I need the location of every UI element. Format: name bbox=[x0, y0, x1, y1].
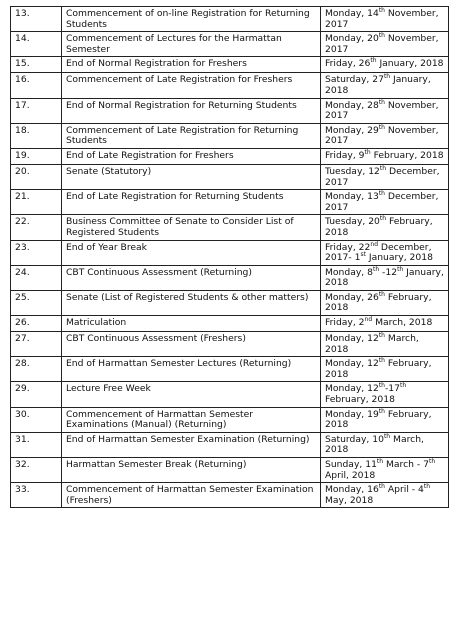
row-event: End of Late Registration for Freshers bbox=[62, 148, 321, 164]
row-event: End of Harmattan Semester Lectures (Returning) bbox=[62, 357, 321, 382]
table-row bbox=[11, 123, 449, 148]
row-date: Monday, 16th April - 4th May, 2018 bbox=[321, 483, 449, 508]
table-row bbox=[11, 240, 449, 265]
table-row bbox=[11, 148, 449, 164]
row-number: 19. bbox=[11, 148, 62, 164]
table-row bbox=[11, 265, 449, 290]
row-event: Senate (List of Registered Students & other matters) bbox=[62, 290, 321, 315]
row-date: Monday, 8th -12th January, 2018 bbox=[321, 265, 449, 290]
table-row bbox=[11, 98, 449, 123]
row-event: Business Committee of Senate to Consider List of Registered Students bbox=[62, 215, 321, 240]
row-number: 21. bbox=[11, 190, 62, 215]
row-event: End of Normal Registration for Returning Students bbox=[62, 98, 321, 123]
row-number: 14. bbox=[11, 32, 62, 57]
table-row bbox=[11, 316, 449, 332]
row-date: Monday, 13th December, 2017 bbox=[321, 190, 449, 215]
row-date: Tuesday, 12th December, 2017 bbox=[321, 164, 449, 189]
row-date: Monday, 19th February, 2018 bbox=[321, 407, 449, 432]
table-row bbox=[11, 164, 449, 189]
table-row bbox=[11, 458, 449, 483]
row-number: 24. bbox=[11, 265, 62, 290]
table-row bbox=[11, 290, 449, 315]
row-number: 33. bbox=[11, 483, 62, 508]
row-date: Tuesday, 20th February, 2018 bbox=[321, 215, 449, 240]
row-event: End of Year Break bbox=[62, 240, 321, 265]
row-event: Commencement of Late Registration for Returning Students bbox=[62, 123, 321, 148]
row-number: 25. bbox=[11, 290, 62, 315]
row-event: CBT Continuous Assessment (Returning) bbox=[62, 265, 321, 290]
row-date: Monday, 12th February, 2018 bbox=[321, 357, 449, 382]
row-date: Monday, 12th March, 2018 bbox=[321, 332, 449, 357]
table-row bbox=[11, 7, 449, 32]
row-number: 17. bbox=[11, 98, 62, 123]
row-number: 22. bbox=[11, 215, 62, 240]
row-date: Monday, 20th November, 2017 bbox=[321, 32, 449, 57]
table-row bbox=[11, 483, 449, 508]
row-number: 16. bbox=[11, 73, 62, 98]
row-event: End of Harmattan Semester Examination (Returning) bbox=[62, 432, 321, 457]
row-date: Monday, 14th November, 2017 bbox=[321, 7, 449, 32]
row-number: 29. bbox=[11, 382, 62, 407]
row-event: Commencement of Harmattan Semester Examinations (Manual) (Returning) bbox=[62, 407, 321, 432]
table-row bbox=[11, 57, 449, 73]
row-event: Commencement of Harmattan Semester Examination (Freshers) bbox=[62, 483, 321, 508]
row-event: Commencement of on-line Registration for Returning Students bbox=[62, 7, 321, 32]
row-number: 20. bbox=[11, 164, 62, 189]
table-row bbox=[11, 382, 449, 407]
row-number: 15. bbox=[11, 57, 62, 73]
row-date: Saturday, 27th January, 2018 bbox=[321, 73, 449, 98]
row-event: Harmattan Semester Break (Returning) bbox=[62, 458, 321, 483]
table-row bbox=[11, 73, 449, 98]
table-row bbox=[11, 357, 449, 382]
table-row bbox=[11, 32, 449, 57]
row-date: Friday, 2nd March, 2018 bbox=[321, 316, 449, 332]
row-number: 18. bbox=[11, 123, 62, 148]
row-event: Lecture Free Week bbox=[62, 382, 321, 407]
row-date: Friday, 9th February, 2018 bbox=[321, 148, 449, 164]
row-event: End of Normal Registration for Freshers bbox=[62, 57, 321, 73]
calendar-rows bbox=[11, 7, 449, 508]
row-number: 13. bbox=[11, 7, 62, 32]
row-event: Commencement of Lectures for the Harmattan Semester bbox=[62, 32, 321, 57]
row-date: Friday, 26th January, 2018 bbox=[321, 57, 449, 73]
table-row bbox=[11, 407, 449, 432]
row-event: Matriculation bbox=[62, 316, 321, 332]
table-row bbox=[11, 190, 449, 215]
row-number: 23. bbox=[11, 240, 62, 265]
row-date: Monday, 29th November, 2017 bbox=[321, 123, 449, 148]
row-event: End of Late Registration for Returning Students bbox=[62, 190, 321, 215]
row-number: 30. bbox=[11, 407, 62, 432]
row-date: Monday, 26th February, 2018 bbox=[321, 290, 449, 315]
row-date: Monday, 28th November, 2017 bbox=[321, 98, 449, 123]
row-number: 26. bbox=[11, 316, 62, 332]
row-date: Sunday, 11th March - 7th April, 2018 bbox=[321, 458, 449, 483]
row-number: 32. bbox=[11, 458, 62, 483]
row-number: 27. bbox=[11, 332, 62, 357]
table-row bbox=[11, 432, 449, 457]
table-row bbox=[11, 332, 449, 357]
row-date: Saturday, 10th March, 2018 bbox=[321, 432, 449, 457]
row-event: Commencement of Late Registration for Freshers bbox=[62, 73, 321, 98]
row-event: CBT Continuous Assessment (Freshers) bbox=[62, 332, 321, 357]
row-date: Friday, 22nd December, 2017- 1st January, 2018 bbox=[321, 240, 449, 265]
row-event: Senate (Statutory) bbox=[62, 164, 321, 189]
row-number: 31. bbox=[11, 432, 62, 457]
academic-calendar-table bbox=[10, 6, 449, 508]
row-number: 28. bbox=[11, 357, 62, 382]
table-row bbox=[11, 215, 449, 240]
row-date: Monday, 12th-17th February, 2018 bbox=[321, 382, 449, 407]
